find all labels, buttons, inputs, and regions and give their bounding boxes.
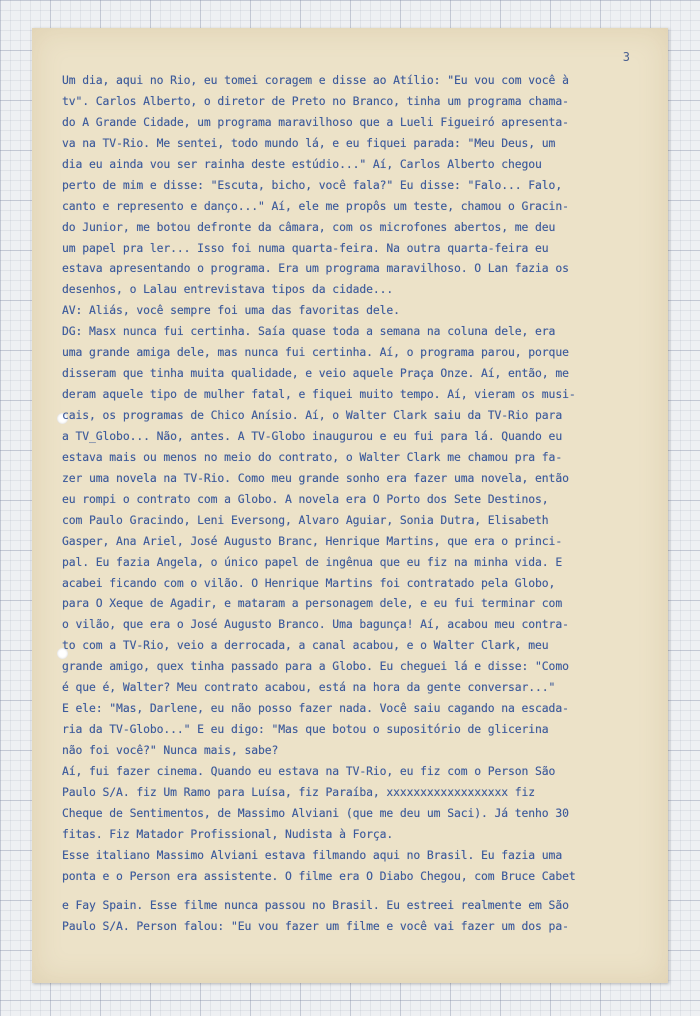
- text-line: disseram que tinha muita qualidade, e veio aquele Praça Onze. Aí, então, me: [62, 366, 569, 381]
- text-line: ponta e o Person era assistente. O filme era O Diabo Chegou, com Bruce Cabet: [62, 868, 576, 883]
- text-line: E ele: "Mas, Darlene, eu não posso fazer nada. Você saiu cagando na escada-: [62, 701, 569, 716]
- text-line: a TV_Globo... Não, antes. A TV-Globo inaugurou e eu fui para lá. Quando eu: [62, 428, 563, 443]
- text-line: tv". Carlos Alberto, o diretor de Preto no Branco, tinha um programa chama-: [62, 93, 569, 108]
- text-line: é que é, Walter? Meu contrato acabou, está na hora da gente conversar...": [62, 680, 556, 695]
- text-line: deram aquele tipo de mulher fatal, e fiquei muito tempo. Aí, vieram os musi-: [62, 387, 576, 402]
- text-line: perto de mim e disse: "Escuta, bicho, você fala?" Eu disse: "Falo... Falo,: [62, 177, 563, 192]
- text-line: pal. Eu fazia Angela, o único papel de ingênua que eu fiz na minha vida. E: [62, 554, 563, 569]
- text-line: do A Grande Cidade, um programa maravilhoso que a Lueli Figueiró apresenta-: [62, 114, 569, 129]
- text-line: cais, os programas de Chico Anísio. Aí, o Walter Clark saiu da TV-Rio para: [62, 408, 563, 422]
- text-line: zer uma novela na TV-Rio. Como meu grande sonho era fazer uma novela, então: [62, 470, 569, 485]
- text-line: do Junior, me botou defronte da câmara, com os microfones abertos, me deu: [62, 219, 556, 234]
- text-line: ria da TV-Globo..." E eu digo: "Mas que botou o supositório de glicerina: [62, 722, 549, 737]
- text-line: AV: Aliás, você sempre foi uma das favoritas dele.: [62, 303, 400, 318]
- text-line: Esse italiano Massimo Alviani estava filmando aqui no Brasil. Eu fazia uma: [62, 847, 563, 862]
- text-line: com Paulo Gracindo, Leni Eversong, Alvaro Aguiar, Sonia Dutra, Elisabeth: [62, 512, 549, 527]
- text-line: Paulo S/A. fiz Um Ramo para Luísa, fiz Paraíba, xxxxxxxxxxxxxxxxxx fiz: [62, 784, 536, 799]
- typed-text-body: [62, 70, 648, 936]
- text-line: to com a TV-Rio, veio a derrocada, a canal acabou, e o Walter Clark, meu: [62, 638, 549, 653]
- text-line: o vilão, que era o José Augusto Branco. Uma bagunça! Aí, acabou meu contra-: [62, 617, 569, 632]
- text-line: fitas. Fiz Matador Profissional, Nudista à Força.: [62, 826, 394, 841]
- text-line: um papel pra ler... Isso foi numa quarta-feira. Na outra quarta-feira eu: [62, 240, 549, 255]
- text-line: eu rompi o contrato com a Globo. A novela era O Porto dos Sete Destinos,: [62, 491, 549, 506]
- text-line: Um dia, aqui no Rio, eu tomei coragem e disse ao Atílio: "Eu vou com você à: [62, 73, 569, 87]
- text-line: grande amigo, quex tinha passado para a Globo. Eu cheguei lá e disse: "Como: [62, 659, 569, 674]
- text-line: estava mais ou menos no meio do contrato, o Walter Clark me chamou pra fa-: [62, 449, 563, 464]
- text-line: Cheque de Sentimentos, de Massimo Alviani (que me deu um Saci). Já tenho 30: [62, 805, 569, 820]
- text-line: acabei ficando com o vilão. O Henrique Martins foi contratado pela Globo,: [62, 575, 556, 590]
- text-line: e Fay Spain. Esse filme nunca passou no Brasil. Eu estreei realmente em São: [62, 897, 569, 912]
- text-line: va na TV-Rio. Me sentei, todo mundo lá, e eu fiquei parada: "Meu Deus, um: [62, 135, 556, 150]
- text-line: desenhos, o Lalau entrevistava tipos da cidade...: [62, 282, 394, 297]
- page-number: 3: [622, 50, 630, 64]
- typewritten-page: [32, 28, 668, 983]
- text-line: canto e represento e danço..." Aí, ele me propôs um teste, chamou o Gracin-: [62, 198, 569, 213]
- text-line: não foi você?" Nunca mais, sabe?: [62, 743, 279, 757]
- text-line: DG: Masx nunca fui certinha. Saía quase toda a semana na coluna dele, era: [62, 324, 556, 339]
- text-line: estava apresentando o programa. Era um programa maravilhoso. O Lan fazia os: [62, 261, 569, 276]
- text-line: Aí, fui fazer cinema. Quando eu estava na TV-Rio, eu fiz com o Person São: [62, 763, 556, 778]
- text-line: Paulo S/A. Person falou: "Eu vou fazer um filme e você vai fazer um dos pa-: [62, 918, 569, 933]
- text-line: uma grande amiga dele, mas nunca fui certinha. Aí, o programa parou, porque: [62, 345, 569, 360]
- text-line: Gasper, Ana Ariel, José Augusto Branc, Henrique Martins, que era o princi-: [62, 533, 563, 548]
- text-line: para O Xeque de Agadir, e mataram a personagem dele, e eu fui terminar com: [62, 596, 563, 611]
- text-line: dia eu ainda vou ser rainha deste estúdio..." Aí, Carlos Alberto chegou: [62, 156, 542, 171]
